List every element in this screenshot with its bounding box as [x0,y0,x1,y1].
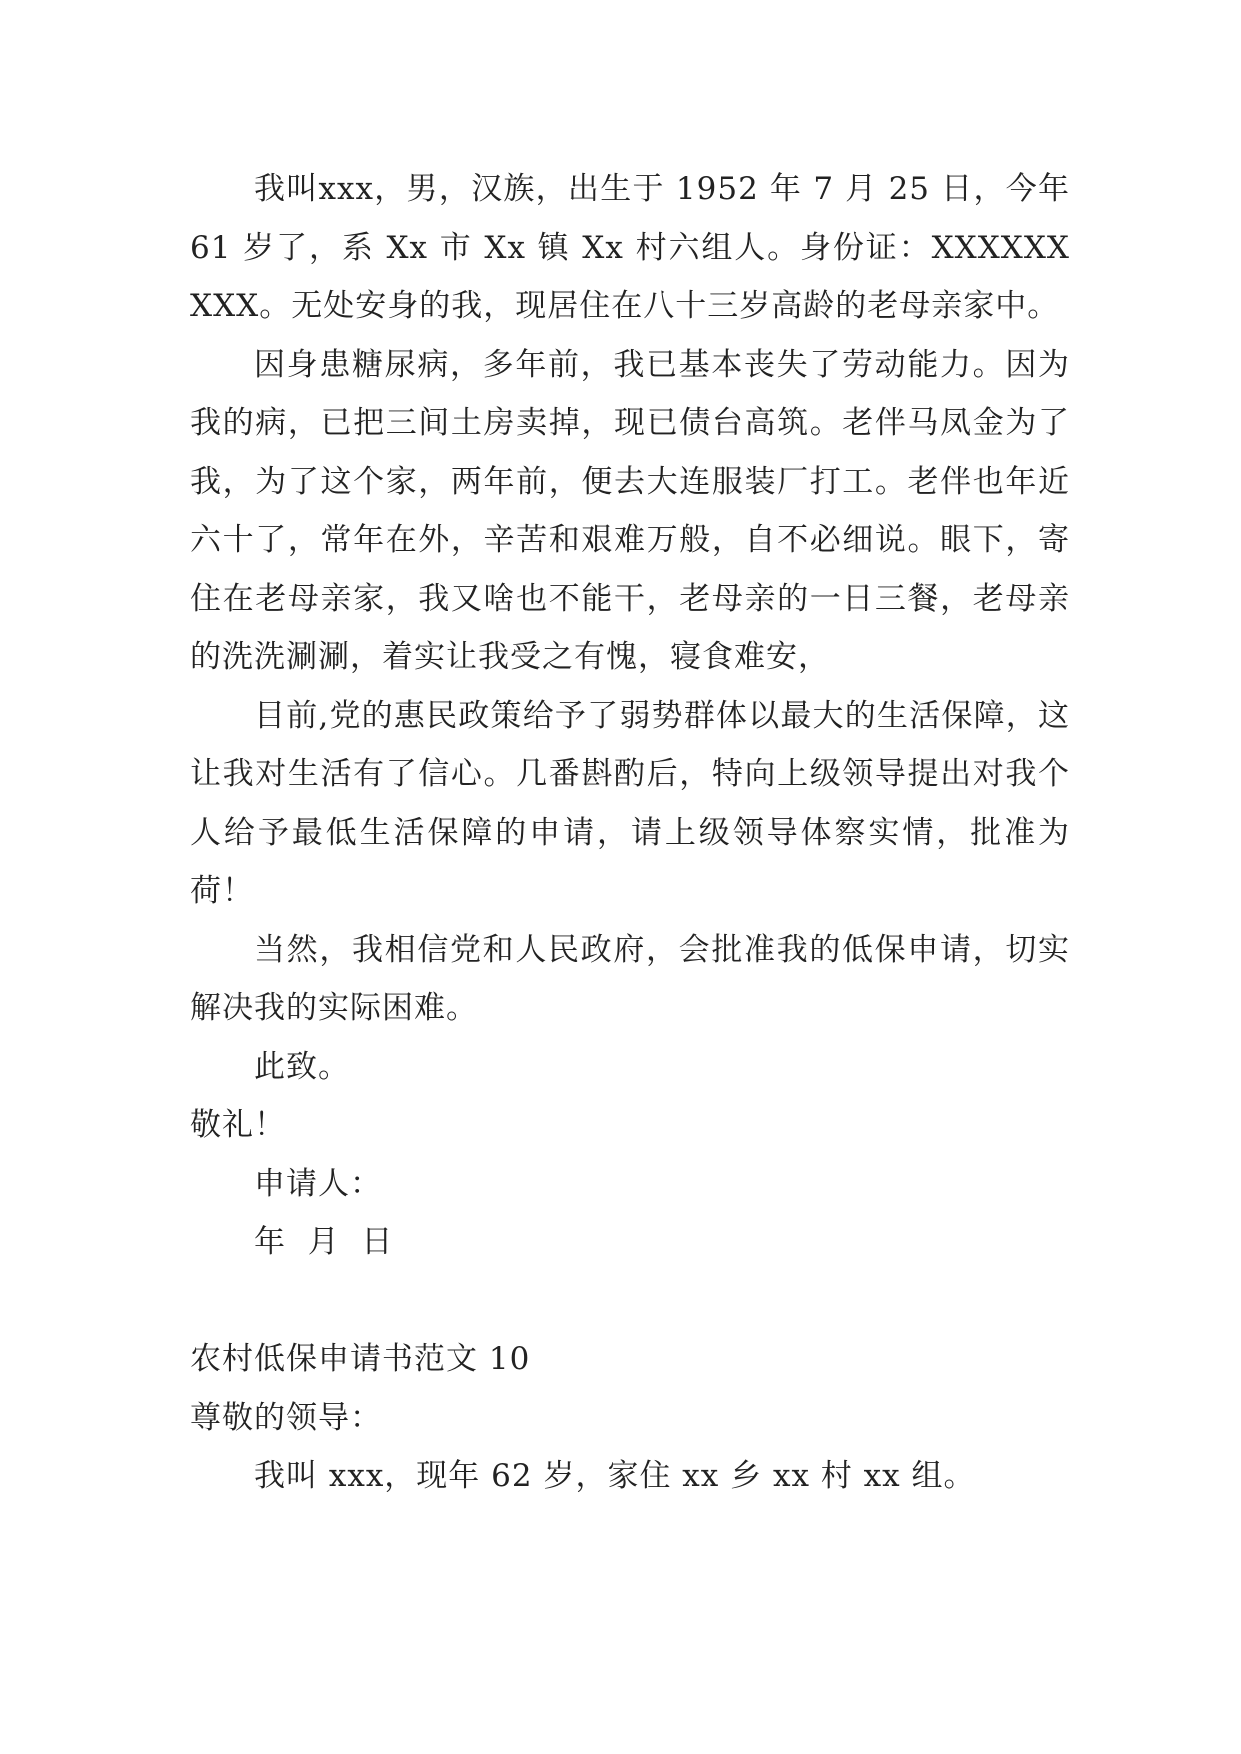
paragraph-next-intro: 我叫 xxx，现年 62 岁，家住 xx 乡 xx 村 xx 组。 [254,1458,976,1494]
paragraph-request: 目前,党的惠民政策给予了弱势群体以最大的生活保障，这让我对生活有了信心。几番斟酌后，特向上级领导提出对我个人给予最低生活保障的申请，请上级领导体察实情，批准为荷！ [190,697,1070,909]
paragraph-cizhi: 此致。 [254,1048,350,1085]
blank-line [190,1272,1070,1331]
paragraph-illness-hardship: 因身患糖尿病，多年前，我已基本丧失了劳动能力。因为我的病，已把三间土房卖掉，现已债台高筑。老伴马凤金为了我，为了这个家，两年前，便去大连服装厂打工。老伴也年近六十了，常年在外，辛苦和艰难万般，自不必细说。眼下，寄住在老母亲家，我又啥也不能干，老母亲的一日三餐，老母亲的洗洗涮涮，着实让我受之有愧，寝食难安， [190,346,1070,675]
section-title: 农村低保申请书范文 10 [190,1341,531,1377]
paragraph-trust: 当然，我相信党和人民政府，会批准我的低保申请，切实解决我的实际困难。 [190,931,1070,1026]
applicant-label: 申请人： [254,1165,382,1202]
date-label: 年 月 日 [254,1224,394,1260]
closing-salute: 敬礼！ [190,1107,286,1143]
paragraph-personal-info: 我叫xxx，男，汉族，出生于 1952 年 7 月 25 日，今年 61 岁了，系 Xx 市 Xx 镇 Xx 村六组人。身份证：XXXXXXXXX。无处安身的我，现居住在八十三岁高龄的老母亲家中。 [190,171,1070,324]
salutation: 尊敬的领导： [190,1399,382,1436]
document-body [190,160,1070,1506]
